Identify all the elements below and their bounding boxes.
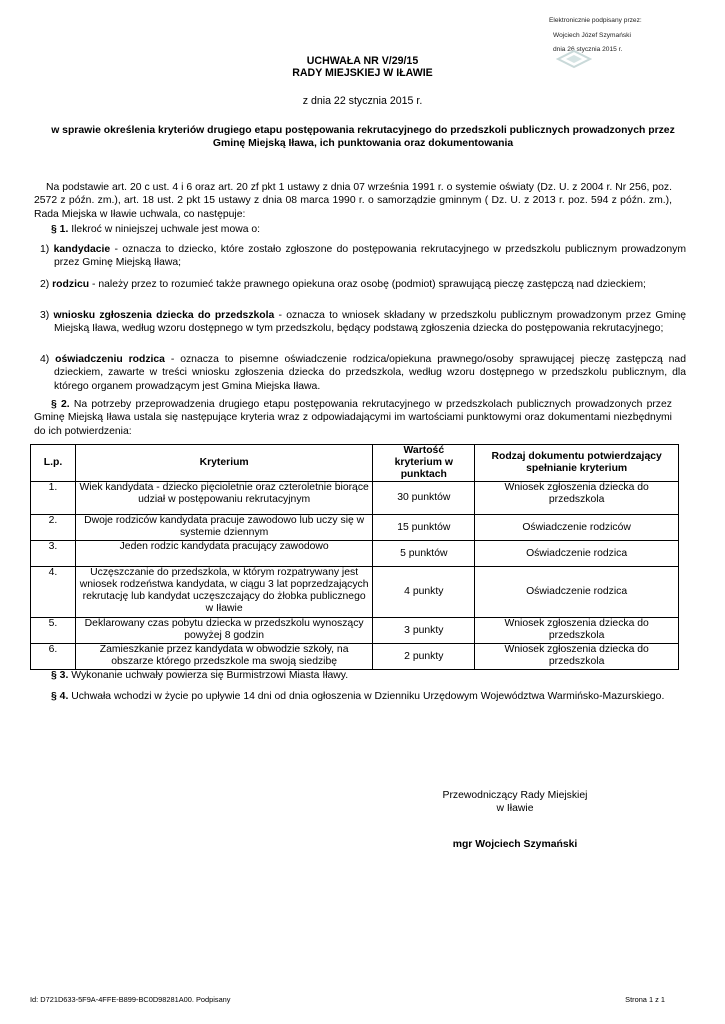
resolution-subject: w sprawie określenia kryteriów drugiego etapu postępowania rekrutacyjnego do przedszkoli publicznych prowadzonych przez Gminę Miejską Iława, ich punktowania oraz dokumentowania [51, 125, 675, 149]
cell-document: Wniosek zgłoszenia dziecka do przedszkola [475, 644, 679, 670]
signer-role-line-2: w Iławie [496, 803, 534, 814]
criteria-table [30, 444, 679, 670]
signature-line-3: dnia 26 stycznia 2015 r. [553, 46, 623, 53]
definition-item [40, 278, 686, 291]
definition-term: wniosku zgłoszenia dziecka do przedszkola [53, 310, 275, 321]
section-1-text: Ilekroć w niniejszej uchwale jest mowa o: [68, 224, 261, 235]
title-line-1: UCHWAŁA NR V/29/15 [306, 55, 419, 67]
definition-number: 2) [40, 279, 50, 290]
section-2-label: § 2. [51, 399, 70, 410]
cell-criterion: Deklarowany czas pobytu dziecka w przedszkolu wynoszący powyżej 8 godzin [75, 618, 372, 644]
document-id: Id: D721D633-5F9A-4FFE-B899-BC0D98281A00. Podpisany [30, 995, 231, 1004]
definition-text: - oznacza to wniosek składany w przedszkolu publicznym prowadzonym przez Gminę Miejską Iława, według wzoru dostępnego w tym przedszkolu, będący podstawą zgłoszenia dziecka do postępowania rekrutacyjnego; [54, 310, 687, 335]
signer-role [430, 789, 600, 815]
cell-criterion: Zamieszkanie przez kandydata w obwodzie szkoły, na obszarze którego przedszkole ma swoją siedzibę [75, 644, 372, 670]
definition-item [40, 309, 686, 336]
section-1 [34, 223, 672, 236]
signer-name: mgr Wojciech Szymański [452, 839, 578, 850]
cell-lp: 2. [31, 515, 76, 541]
definition-text: - oznacza to dziecko, które zostało zgłoszone do postępowania rekrutacyjnego w przedszkolu publicznym prowadzonym przez Gminę Miejską Iława; [54, 244, 686, 269]
cell-criterion: Jeden rodzic kandydata pracujący zawodowo [75, 541, 372, 567]
page-number: Strona 1 z 1 [625, 995, 665, 1004]
cell-points: 30 punktów [373, 482, 475, 515]
table-row [31, 515, 679, 541]
cell-document: Oświadczenie rodzica [475, 541, 679, 567]
cell-criterion: Dwoje rodziców kandydata pracuje zawodowo lub uczy się w systemie dziennym [75, 515, 372, 541]
cell-points: 4 punkty [373, 567, 475, 618]
cell-document: Oświadczenie rodziców [475, 515, 679, 541]
cell-criterion: Uczęszczanie do przedszkola, w którym rozpatrywany jest wniosek rodzeństwa kandydata, w ciągu 3 lat poprzedzających rekrutację lub kandydat uczęszczający do żłobka publicznego w Iławie [75, 567, 372, 618]
section-4-text: Uchwała wchodzi w życie po upływie 14 dni od dnia ogłoszenia w Dzienniku Urzędowym Województwa Warmińsko-Mazurskiego. [68, 691, 665, 702]
cell-lp: 4. [31, 567, 76, 618]
cell-points: 15 punktów [373, 515, 475, 541]
cell-points: 5 punktów [373, 541, 475, 567]
signer-role-line-1: Przewodniczący Rady Miejskiej [442, 790, 588, 801]
resolution-title [0, 55, 725, 79]
definition-term: rodzicu [52, 279, 90, 290]
table-row [31, 618, 679, 644]
definition-term: oświadczeniu rodzica [55, 354, 165, 365]
definition-text: - należy przez to rozumieć także prawnego opiekuna oraz osobę (podmiot) sprawującą pieczę zastępczą nad dzieckiem; [89, 279, 646, 290]
section-4 [34, 690, 672, 703]
table-row [31, 644, 679, 670]
section-3 [34, 669, 672, 682]
signature-line-1: Elektronicznie podpisany przez: [549, 17, 642, 24]
cell-points: 3 punkty [373, 618, 475, 644]
cell-document: Wniosek zgłoszenia dziecka do przedszkola [475, 618, 679, 644]
definition-item [40, 353, 686, 393]
cell-criterion: Wiek kandydata - dziecko pięcioletnie oraz czteroletnie biorące udział w postępowaniu rekrutacyjnym [75, 482, 372, 515]
cell-document: Oświadczenie rodzica [475, 567, 679, 618]
table-row [31, 567, 679, 618]
legal-basis-paragraph: Na podstawie art. 20 c ust. 4 i 6 oraz art. 20 zf pkt 1 ustawy z dnia 07 września 1991 r. o systemie oświaty (Dz. U. z 2004 r. Nr 256, poz. 2572 z późn. zm.), art. 18 ust. 2 pkt 15 ustawy z dnia 08 marca 1990 r. o samorządzie gminnym ( Dz. U. z 2013 r. poz. 594 z późn. zm.), Rada Miejska w Iławie uchwala, co następuje: [34, 182, 672, 220]
section-1-label: § 1. [51, 224, 69, 235]
header-criterion: Kryterium [75, 445, 372, 482]
table-row [31, 541, 679, 567]
section-2-text: Na potrzeby przeprowadzenia drugiego etapu postępowania rekrutacyjnego w przedszkolach publicznych prowadzonych przez Gminę Miejską Iława ustala się następujące kryteria wraz z odpowiadającymi im wartościami punktowymi oraz dokumentami niezbędnymi do ich potwierdzenia: [34, 399, 672, 437]
signature-line-2: Wojciech Józef Szymański [553, 31, 631, 39]
header-document: Rodzaj dokumentu potwierdzający spełnianie kryterium [475, 445, 679, 482]
section-2 [34, 398, 672, 438]
section-3-label: § 3. [51, 670, 69, 681]
header-points: Wartość kryterium w punktach [373, 445, 475, 482]
header-lp: L.p. [31, 445, 76, 482]
definition-text: - oznacza to pisemne oświadczenie rodzica/opiekuna prawnego/osoby sprawującej pieczę zastępczą nad dzieckiem, zawarte w treści wniosku zgłoszenia dziecka do przedszkola, według wzoru dostępnego w przedszkolu publicznym, dla którego organem prowadzącym jest Gmina Miejska Iława. [54, 354, 686, 392]
table-row [31, 482, 679, 515]
title-line-2: RADY MIEJSKIEJ W IŁAWIE [292, 67, 433, 79]
cell-document: Wniosek zgłoszenia dziecka do przedszkola [475, 482, 679, 515]
cell-lp: 5. [31, 618, 76, 644]
resolution-date: z dnia 22 stycznia 2015 r. [302, 95, 423, 107]
definition-term: kandydacie [53, 244, 111, 255]
cell-points: 2 punkty [373, 644, 475, 670]
definition-number: 3) [40, 310, 50, 321]
cell-lp: 3. [31, 541, 76, 567]
cell-lp: 1. [31, 482, 76, 515]
section-4-label: § 4. [51, 691, 69, 702]
table-header-row [31, 445, 679, 482]
definition-item [40, 243, 686, 270]
section-3-text: Wykonanie uchwały powierza się Burmistrzowi Miasta Iławy. [68, 670, 349, 681]
definition-number: 1) [40, 244, 50, 255]
cell-lp: 6. [31, 644, 76, 670]
definition-number: 4) [40, 354, 50, 365]
